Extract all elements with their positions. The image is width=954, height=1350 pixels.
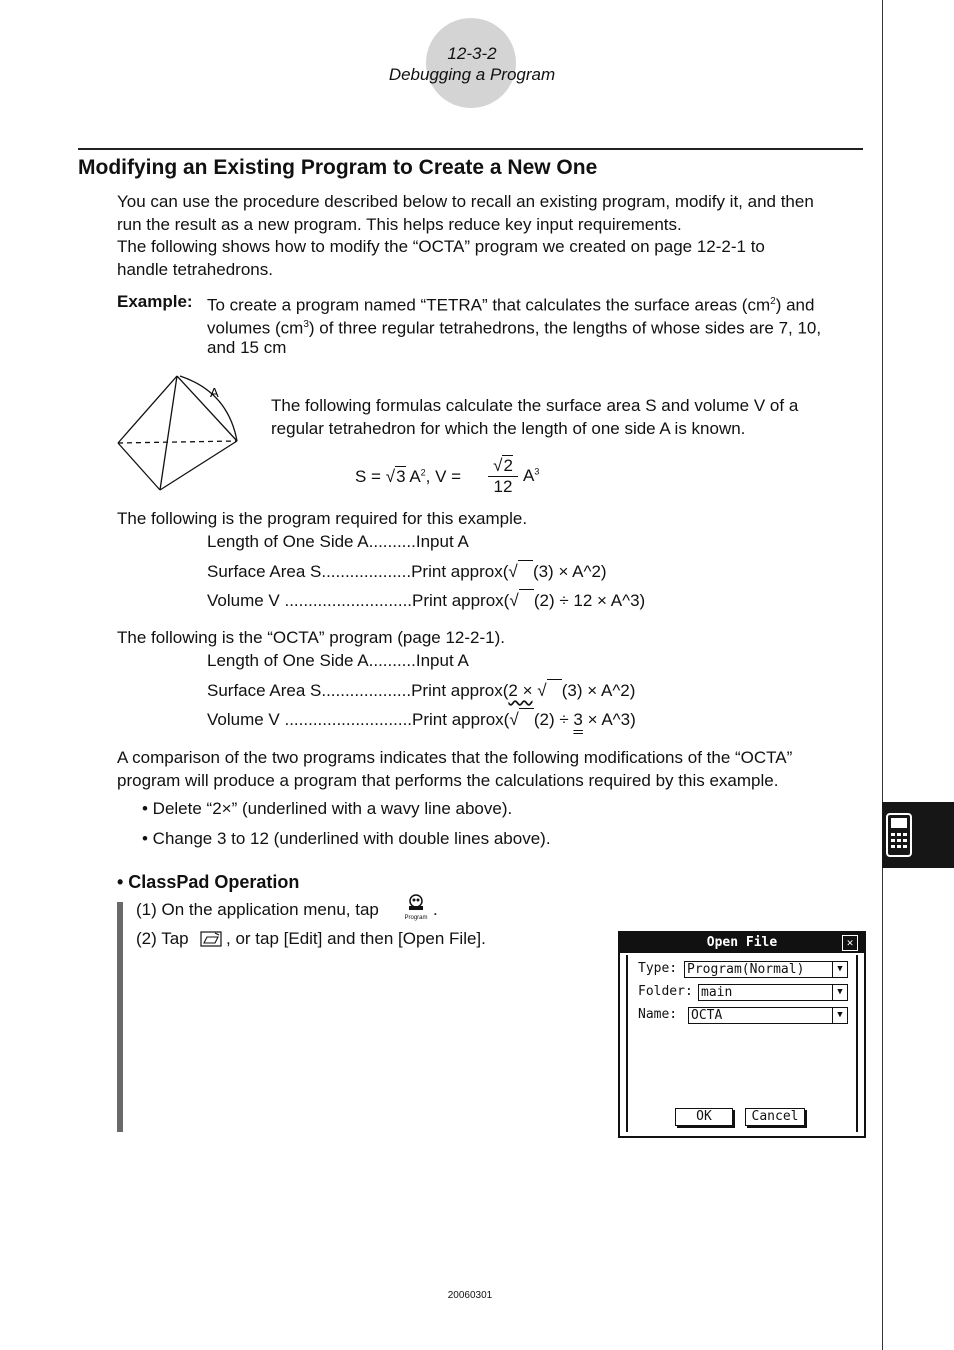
volume-fraction: √2 12 xyxy=(488,455,518,497)
example-line-2: volumes $(cm^3)$ of three regular tetrahedrons, the lengths of whose sides are 7, 10, xyxy=(207,318,822,338)
type-label: Type: xyxy=(638,961,678,976)
dialog-body xyxy=(626,955,858,1132)
operation-heading: • ClassPad Operation xyxy=(117,872,300,892)
tetra-intro: The following is the program required for this example. xyxy=(117,509,528,528)
dialog-title: Open File xyxy=(706,935,778,950)
formula-intro-1: The following formulas calculate the surface area S and volume V of a xyxy=(271,396,799,415)
program-icon xyxy=(404,893,428,911)
surface-formula: S = √3 $A^2$, V = xyxy=(355,467,462,486)
section-title: Debugging a Program xyxy=(388,65,556,84)
intro-line-3: The following shows how to modify the “OCTA” program we created on page 12-2-1 to xyxy=(117,237,765,256)
tetra-row-3: Volume V ...........................Print approx(√ (2) ÷ 12 × A^3) xyxy=(207,589,645,613)
chevron-down-icon: ▼ xyxy=(832,1008,847,1023)
folder-value: main xyxy=(701,985,733,1000)
intro-line-4: handle tetrahedrons. xyxy=(117,260,273,279)
type-value: Program(Normal) xyxy=(687,962,805,977)
tetrahedron-figure xyxy=(110,370,250,500)
bullet-delete: • Delete “2×” (underlined with a wavy line above). xyxy=(142,799,513,818)
close-icon[interactable]: ✕ xyxy=(842,935,858,951)
intro-line-2: run the result as a new program. This helps reduce key input requirements. xyxy=(117,215,682,234)
page-title: Modifying an Existing Program to Create a New One xyxy=(78,156,598,179)
open-file-icon[interactable] xyxy=(200,930,224,948)
folder-label: Folder: xyxy=(638,984,693,999)
ok-button[interactable]: OK xyxy=(675,1108,733,1126)
step-2: (2) Tap xyxy=(136,929,189,948)
chevron-down-icon: ▼ xyxy=(832,962,847,977)
type-select[interactable] xyxy=(684,961,848,978)
volume-var: $A^3$ xyxy=(523,466,540,485)
calculator-icon xyxy=(886,813,912,857)
cancel-button[interactable]: Cancel xyxy=(745,1108,805,1126)
name-select[interactable] xyxy=(688,1007,848,1024)
side-label-a: A xyxy=(210,385,219,400)
chevron-down-icon: ▼ xyxy=(832,985,847,1000)
octa-row-3: Volume V ...........................Print approx(√ (2) ÷ 3 × A^3) xyxy=(207,708,636,732)
octa-row-2: Surface Area S...................Print approx(2 × √ (3) × A^2) xyxy=(207,679,635,703)
example-line-1: To create a program named “TETRA” that calculates the surface areas $(cm^2)$ and xyxy=(207,295,815,315)
tetra-row-2: Surface Area S...................Print approx(√ (3) × A^2) xyxy=(207,560,607,584)
chapter-tab xyxy=(882,802,954,868)
program-app-icon[interactable] xyxy=(400,893,432,921)
step-2-rest: , or tap [Edit] and then [Open File]. xyxy=(226,929,486,948)
tetra-row-1: Length of One Side A..........Input A xyxy=(207,532,469,551)
page-number: 12-3-2 xyxy=(447,44,497,63)
folder-select[interactable] xyxy=(698,984,848,1001)
comparison-line-2: program will produce a program that performs the calculations required by this example. xyxy=(117,771,779,790)
formula-intro-2: regular tetrahedron for which the length of one side A is known. xyxy=(271,419,746,438)
program-icon-label: Program xyxy=(404,915,428,921)
step-1-period: . xyxy=(433,900,438,919)
margin-line xyxy=(882,0,883,1350)
dialog-titlebar xyxy=(620,933,864,953)
example-line-3: and 15 cm xyxy=(207,338,287,357)
step-1: (1) On the application menu, tap xyxy=(136,900,379,919)
octa-row-1: Length of One Side A..........Input A xyxy=(207,651,469,670)
intro-line-1: You can use the procedure described below to recall an existing program, modify it, and then xyxy=(117,192,814,211)
name-label: Name: xyxy=(638,1007,678,1022)
octa-intro: The following is the “OCTA” program (page 12-2-1). xyxy=(117,628,506,647)
comparison-line-1: A comparison of the two programs indicates that the following modifications of the “OCTA” xyxy=(117,748,793,767)
operation-bar xyxy=(117,902,123,1132)
title-rule xyxy=(78,148,863,150)
footer-code: 20060301 xyxy=(447,1290,493,1301)
open-file-dialog xyxy=(618,931,866,1138)
name-value: OCTA xyxy=(691,1008,723,1023)
example-label: Example: xyxy=(117,292,193,311)
bullet-change: • Change 3 to 12 (underlined with double lines above). xyxy=(142,829,551,848)
